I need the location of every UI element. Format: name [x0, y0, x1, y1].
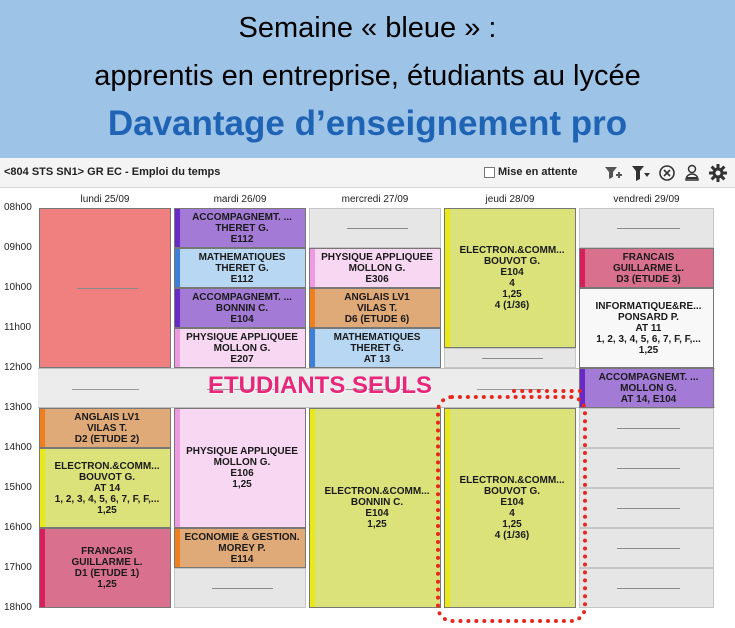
course-detail: D3 (ETUDE 3)	[616, 273, 681, 285]
schedule-title: <804 STS SN1> GR EC - Emploi du temps	[4, 166, 221, 178]
course-block[interactable]	[444, 208, 576, 348]
course-detail: E112	[230, 273, 254, 285]
course-block[interactable]	[579, 288, 714, 368]
hour-label: 12h00	[4, 362, 32, 373]
person-icon[interactable]	[683, 163, 701, 183]
course-color-bar	[580, 249, 585, 287]
course-teacher: MOLLON G.	[213, 342, 271, 354]
course-block[interactable]	[309, 408, 441, 608]
course-block[interactable]	[579, 248, 714, 288]
course-color-bar	[445, 209, 450, 347]
hour-label: 11h00	[4, 322, 32, 333]
pending-checkbox[interactable]	[484, 167, 495, 178]
course-detail: E114	[230, 553, 254, 565]
course-block[interactable]	[174, 248, 306, 288]
day-header[interactable]: mercredi 27/09	[341, 194, 409, 205]
course-detail: D6 (ETUDE 6)	[344, 313, 410, 325]
course-teacher: GUILLARME L.	[71, 557, 143, 568]
course-teacher: BOUVOT G.	[78, 471, 136, 483]
hour-label: 15h00	[4, 482, 32, 493]
course-color-bar	[40, 209, 45, 367]
course-detail: AT 14, E104	[620, 393, 677, 405]
course-subject: ELECTRON.&COMM...	[459, 475, 565, 486]
filter-add-icon[interactable]	[603, 163, 623, 183]
course-subject: ANGLAIS LV1	[344, 291, 410, 303]
day-header[interactable]: lundi 25/09	[80, 194, 130, 205]
course-subject: FRANCAIS	[81, 546, 133, 557]
course-detail: 4 (1/36)	[494, 300, 530, 311]
course-detail: E306	[365, 273, 389, 285]
students-only-connector	[512, 389, 582, 393]
course-block[interactable]	[579, 368, 714, 408]
hour-label: 16h00	[4, 522, 32, 533]
course-color-bar	[40, 529, 45, 607]
gear-icon[interactable]	[708, 163, 728, 183]
course-detail: 1,25	[502, 289, 522, 300]
hour-label: 13h00	[4, 402, 32, 413]
course-teacher: VILAS T.	[356, 302, 397, 314]
empty-slot[interactable]	[579, 488, 714, 528]
course-detail: E207	[230, 353, 254, 365]
course-subject: ELECTRON.&COMM...	[459, 245, 565, 256]
course-block[interactable]	[39, 408, 171, 448]
course-subject: FRANCAIS	[622, 251, 675, 263]
course-detail: 4 (1/36)	[494, 530, 530, 541]
course-detail: E104	[365, 508, 389, 519]
course-teacher: MOLLON G.	[348, 262, 406, 274]
empty-slot[interactable]	[579, 448, 714, 488]
course-detail: 1,25	[232, 479, 252, 490]
course-subject: ANGLAIS LV1	[74, 411, 140, 423]
course-subject: PHYSIQUE APPLIQUEE	[186, 331, 298, 343]
course-detail: E104	[500, 497, 524, 508]
course-subject: ECONOMIE & GESTION.	[184, 531, 300, 543]
course-teacher: MOLLON G.	[213, 457, 271, 468]
course-detail: E104	[500, 267, 524, 278]
course-teacher: MOLLON G.	[620, 382, 677, 394]
course-color-bar	[175, 329, 180, 367]
hour-label: 08h00	[4, 202, 32, 213]
course-block[interactable]	[174, 408, 306, 528]
filter-down-icon[interactable]	[630, 163, 652, 183]
course-color-bar	[175, 409, 180, 527]
course-subject: ACCOMPAGNEMT. ...	[192, 291, 292, 303]
course-detail: AT 11	[635, 322, 662, 334]
course-block[interactable]	[39, 528, 171, 608]
course-color-bar	[445, 349, 450, 367]
course-detail: E104	[230, 313, 254, 325]
course-teacher: BOUVOT G.	[483, 486, 541, 497]
empty-slot[interactable]	[579, 208, 714, 248]
course-block[interactable]	[174, 208, 306, 248]
empty-slot-dash	[212, 588, 273, 589]
students-only-highlight	[436, 395, 587, 623]
course-block[interactable]	[309, 328, 441, 368]
course-detail: D2 (ETUDE 2)	[74, 433, 140, 445]
empty-slot[interactable]	[444, 348, 576, 368]
course-teacher: VILAS T.	[86, 422, 127, 434]
course-block[interactable]	[39, 448, 171, 528]
course-detail: 1, 2, 3, 4, 5, 6, 7, F, F,...	[596, 333, 701, 345]
course-detail: 1,25	[97, 504, 117, 516]
course-subject: MATHEMATIQUES	[198, 251, 286, 263]
course-teacher: BONNIN C.	[215, 302, 269, 314]
course-block[interactable]	[39, 208, 171, 368]
course-teacher: MOREY P.	[218, 542, 266, 554]
empty-slot-dash	[617, 428, 680, 429]
course-color-bar	[175, 209, 180, 247]
course-color-bar	[175, 529, 180, 567]
course-detail: 1,25	[502, 519, 522, 530]
course-detail: D1 (ETUDE 1)	[74, 568, 140, 579]
students-only-label: ETUDIANTS SEULS	[208, 372, 433, 399]
hour-label: 09h00	[4, 242, 32, 253]
course-color-bar	[175, 569, 180, 607]
course-block[interactable]	[174, 528, 306, 568]
course-detail: AT 14	[93, 482, 121, 494]
course-block[interactable]	[309, 248, 441, 288]
empty-slot-dash	[617, 548, 680, 549]
close-circle-icon[interactable]	[657, 163, 677, 183]
hour-label: 17h00	[4, 562, 32, 573]
course-color-bar	[175, 289, 180, 327]
hour-label: 18h00	[4, 602, 32, 613]
announcement-banner	[0, 0, 735, 158]
course-subject: PHYSIQUE APPLIQUEE	[321, 251, 433, 263]
empty-slot-dash	[347, 228, 408, 229]
course-block[interactable]	[174, 328, 306, 368]
day-header[interactable]: mardi 26/09	[213, 194, 267, 205]
empty-slot-dash	[617, 228, 680, 229]
course-subject: ELECTRON.&COMM...	[324, 486, 430, 497]
course-detail: 1,25	[367, 519, 387, 530]
course-subject: ACCOMPAGNEMT. ...	[192, 211, 292, 223]
course-block[interactable]	[309, 288, 441, 328]
schedule-toolbar	[0, 158, 735, 188]
course-block[interactable]	[174, 288, 306, 328]
hour-label: 10h00	[4, 282, 32, 293]
course-teacher: BOUVOT G.	[483, 256, 541, 267]
empty-slot[interactable]	[309, 208, 441, 248]
course-teacher: THERET G.	[350, 342, 404, 354]
course-color-bar	[310, 209, 315, 247]
empty-slot-dash	[77, 288, 138, 289]
course-subject: PHYSIQUE APPLIQUEE	[186, 446, 298, 457]
banner-line-1: Semaine « bleue » :	[238, 12, 497, 44]
course-color-bar	[580, 209, 585, 247]
course-subject: MATHEMATIQUES	[333, 331, 421, 343]
course-detail: 4	[509, 278, 515, 289]
course-detail: AT 13	[363, 353, 391, 365]
empty-slot[interactable]	[579, 528, 714, 568]
course-teacher: BONNIN C.	[350, 497, 404, 508]
hour-label: 14h00	[4, 442, 32, 453]
empty-slot-dash	[482, 358, 543, 359]
empty-slot[interactable]	[579, 408, 714, 448]
day-header[interactable]: jeudi 28/09	[485, 194, 535, 205]
course-teacher: THERET G.	[215, 222, 269, 234]
empty-slot-dash	[617, 508, 680, 509]
empty-slot[interactable]	[579, 568, 714, 608]
course-detail: 1,25	[638, 344, 659, 356]
course-subject: ELECTRON.&COMM...	[54, 460, 160, 472]
course-color-bar	[175, 249, 180, 287]
course-teacher: GUILLARME L.	[612, 262, 685, 274]
course-detail: 1,25	[97, 579, 117, 590]
course-color-bar	[40, 449, 45, 527]
day-header[interactable]: vendredi 29/09	[613, 194, 680, 205]
timetable-grid	[0, 188, 735, 628]
course-color-bar	[310, 249, 315, 287]
course-teacher: THERET G.	[215, 262, 269, 274]
empty-slot-dash	[617, 588, 680, 589]
course-color-bar	[40, 409, 45, 447]
course-color-bar	[310, 329, 315, 367]
empty-slot[interactable]	[174, 568, 306, 608]
pending-label[interactable]: Mise en attente	[498, 166, 578, 178]
course-subject: INFORMATIQUE&RE...	[595, 300, 702, 312]
course-teacher: PONSARD P.	[618, 311, 679, 323]
course-color-bar	[310, 409, 315, 607]
course-detail: 1, 2, 3, 4, 5, 6, 7, F, F,...	[54, 493, 160, 505]
course-detail: E106	[230, 468, 254, 479]
banner-headline: Davantage d’enseignement pro	[107, 104, 628, 143]
empty-slot-dash	[617, 468, 680, 469]
course-subject: ACCOMPAGNEMT. ...	[598, 371, 699, 383]
course-detail: 4	[509, 508, 515, 519]
course-color-bar	[580, 289, 585, 367]
banner-line-2: apprentis en entreprise, étudiants au lycée	[94, 60, 641, 92]
course-detail: E112	[230, 233, 254, 245]
course-color-bar	[310, 289, 315, 327]
